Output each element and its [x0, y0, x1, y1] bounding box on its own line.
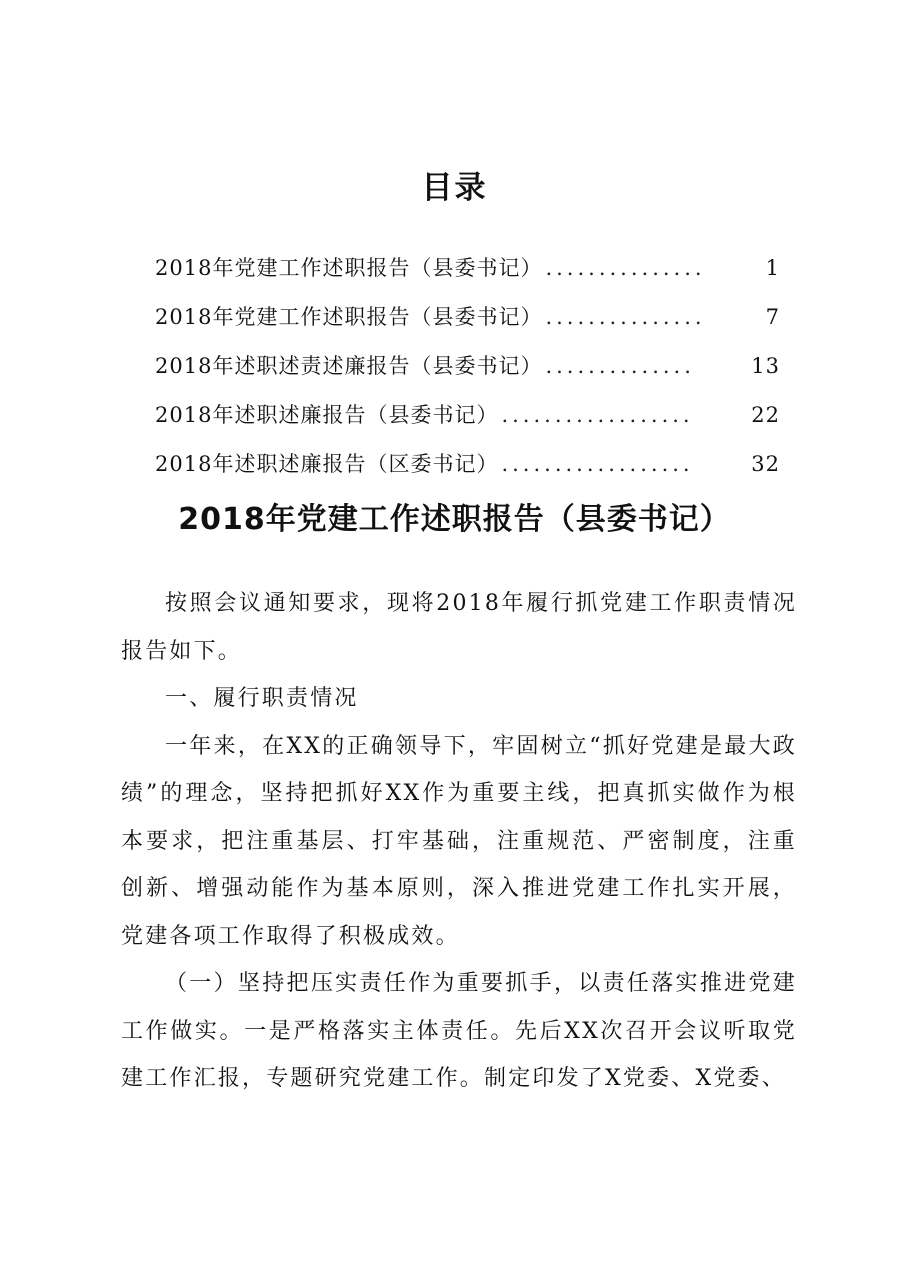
toc-entry[interactable] — [155, 350, 780, 399]
toc-page-number: 32 — [751, 452, 780, 476]
toc-page-number: 1 — [765, 256, 780, 280]
section-heading: 一、履行职责情况 — [165, 686, 359, 711]
toc-entry-title: 2018年党建工作述职报告（县委书记） — [155, 305, 543, 329]
document-body — [121, 580, 797, 1103]
toc-entry[interactable] — [155, 399, 780, 448]
toc-entry-title: 2018年述职述责述廉报告（县委书记） — [155, 354, 543, 378]
toc-entry-title: 2018年述职述廉报告（县委书记） — [155, 403, 499, 427]
document-title: 2018年党建工作述职报告（县委书记） — [178, 502, 731, 537]
toc-entry[interactable] — [155, 252, 780, 301]
toc-leader-dots: ............... — [545, 305, 706, 329]
toc-title: 目录 — [421, 170, 488, 206]
table-of-contents — [155, 252, 780, 497]
toc-leader-dots: ............... — [545, 256, 706, 280]
toc-entry[interactable] — [155, 448, 780, 497]
body-paragraph: （一）坚持把压实责任作为重要抓手，以责任落实推进党建工作做实。一是严格落实主体责任。先后XX次召开会议听取党建工作汇报，专题研究党建工作。制定印发了X党委、X党委、 — [121, 971, 797, 1091]
toc-page-number: 7 — [765, 305, 780, 329]
toc-entry-title: 2018年党建工作述职报告（县委书记） — [155, 256, 543, 280]
body-paragraph: 按照会议通知要求，现将2018年履行抓党建工作职责情况报告如下。 — [121, 591, 797, 664]
body-paragraph: 一年来，在XX的正确领导下，牢固树立“抓好党建是最大政绩”的理念，坚持把抓好XX作为重要主线，把真抓实做作为根本要求，把注重基层、打牢基础，注重规范、严密制度，注重创新、增强动能作为基本原则，深入推进党建工作扎实开展，党建各项工作取得了积极成效。 — [121, 733, 797, 949]
toc-entry[interactable] — [155, 301, 780, 350]
toc-entry-title: 2018年述职述廉报告（区委书记） — [155, 452, 499, 476]
toc-leader-dots: .................. — [501, 403, 694, 427]
toc-page-number: 22 — [751, 403, 780, 427]
toc-leader-dots: .............. — [545, 354, 695, 378]
toc-page-number: 13 — [751, 354, 780, 378]
toc-leader-dots: .................. — [501, 452, 694, 476]
